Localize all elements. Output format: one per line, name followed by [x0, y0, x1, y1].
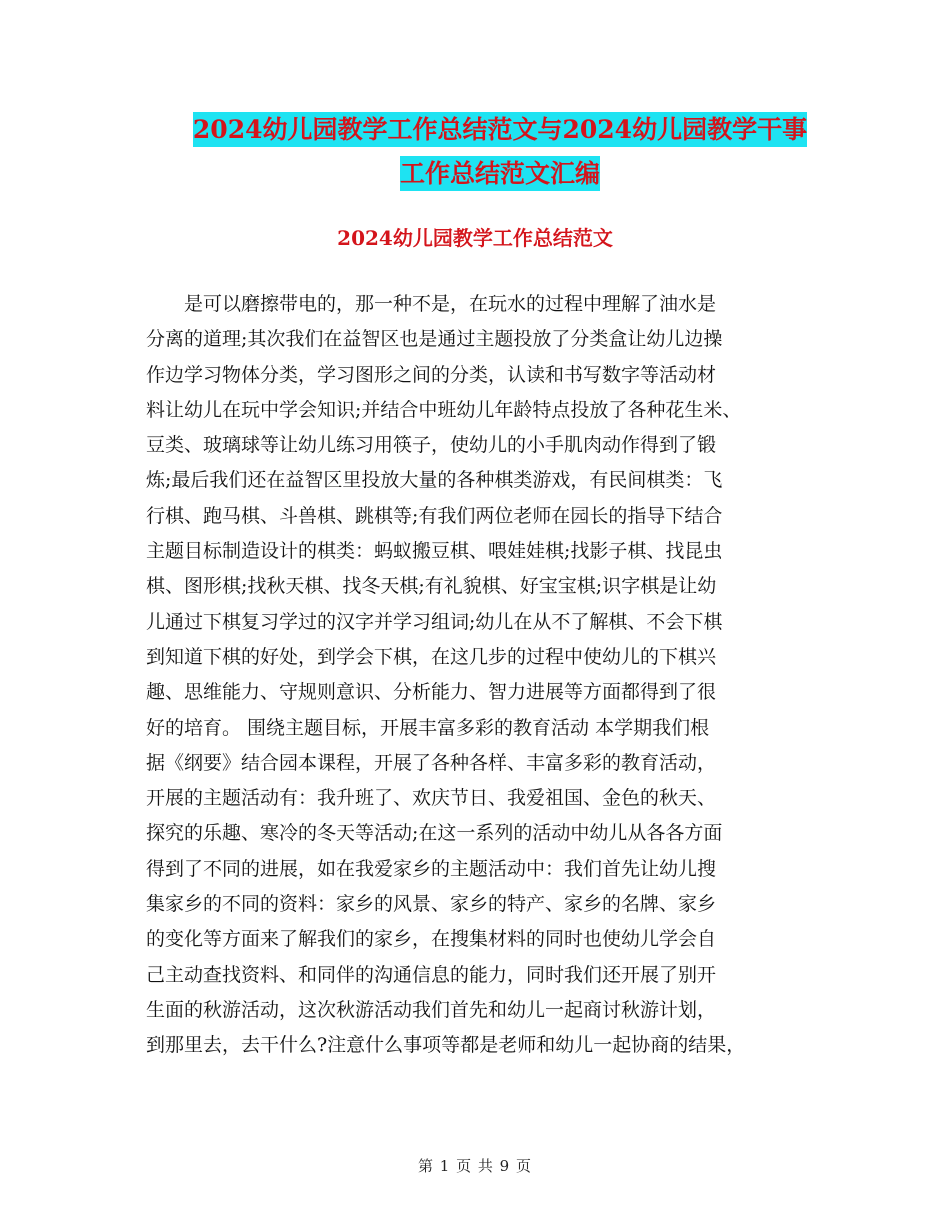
document-title — [120, 108, 880, 196]
body-line: 到那里去，去干什么?注意什么事项等都是老师和幼儿一起协商的结果， — [146, 1034, 746, 1057]
body-line: 生面的秋游活动，这次秋游活动我们首先和幼儿一起商讨秋游计划， — [146, 998, 717, 1021]
document-title-line-1: 2024幼儿园教学工作总结范文与2024幼儿园教学干事 — [193, 112, 807, 147]
body-line: 豆类、玻璃球等让幼儿练习用筷子，使幼儿的小手肌肉动作得到了锻 — [146, 434, 717, 457]
body-line: 分离的道理;其次我们在益智区也是通过主题投放了分类盒让幼儿边操 — [146, 328, 723, 351]
body-line: 作边学习物体分类，学习图形之间的分类，认读和书写数字等活动材 — [146, 363, 717, 386]
body-line: 的变化等方面来了解我们的家乡，在搜集材料的同时也使幼儿学会自 — [146, 928, 717, 951]
body-line: 行棋、跑马棋、斗兽棋、跳棋等;有我们两位老师在园长的指导下结合 — [146, 504, 723, 527]
section-title: 2024幼儿园教学工作总结范文 — [337, 226, 613, 250]
body-line: 炼;最后我们还在益智区里投放大量的各种棋类游戏，有民间棋类：飞 — [146, 469, 723, 492]
document-title-line-2: 工作总结范文汇编 — [400, 156, 600, 191]
body-line: 集家乡的不同的资料：家乡的风景、家乡的特产、家乡的名牌、家乡 — [146, 893, 717, 916]
body-line: 到知道下棋的好处，到学会下棋，在这几步的过程中使幼儿的下棋兴 — [146, 645, 717, 668]
body-text — [146, 287, 822, 1064]
body-line: 是可以磨擦带电的，那一种不是，在玩水的过程中理解了油水是 — [184, 293, 717, 315]
page-footer: 第 1 页 共 9 页 — [418, 1157, 532, 1175]
body-line: 趣、思维能力、守规则意识、分析能力、智力进展等方面都得到了很 — [146, 681, 717, 704]
body-line: 开展的主题活动有：我升班了、欢庆节日、我爱祖国、金色的秋天、 — [146, 787, 717, 810]
body-line: 得到了不同的进展，如在我爱家乡的主题活动中：我们首先让幼儿搜 — [146, 857, 717, 880]
body-line: 己主动查找资料、和同伴的沟通信息的能力，同时我们还开展了别开 — [146, 963, 717, 986]
body-line: 料让幼儿在玩中学会知识;并结合中班幼儿年龄特点投放了各种花生米、 — [146, 398, 742, 421]
body-line: 好的培育。 围绕主题目标，开展丰富多彩的教育活动 本学期我们根 — [146, 716, 710, 739]
body-line: 据《纲要》结合园本课程，开展了各种各样、丰富多彩的教育活动， — [146, 751, 717, 774]
body-line: 棋、图形棋;找秋天棋、找冬天棋;有礼貌棋、好宝宝棋;识字棋是让幼 — [146, 575, 717, 598]
body-line: 主题目标制造设计的棋类：蚂蚁搬豆棋、喂娃娃棋;找影子棋、找昆虫 — [146, 540, 723, 563]
body-line: 探究的乐趣、寒冷的冬天等活动;在这一系列的活动中幼儿从各各方面 — [146, 822, 723, 845]
body-line: 儿通过下棋复习学过的汉字并学习组词;幼儿在从不了解棋、不会下棋 — [146, 610, 723, 633]
